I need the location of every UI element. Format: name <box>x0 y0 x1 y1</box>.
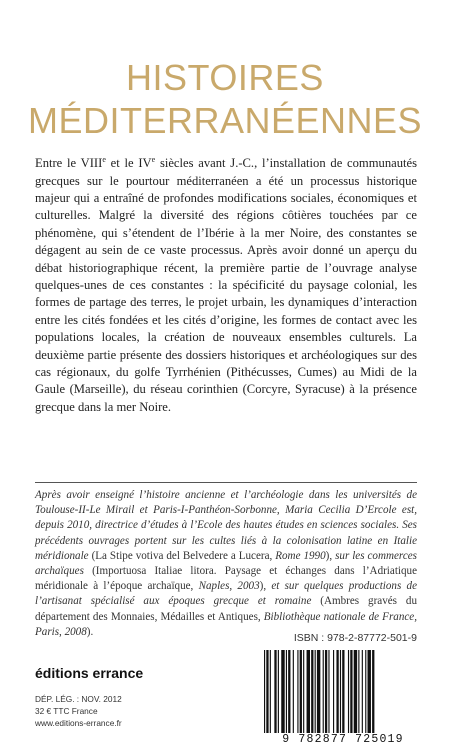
summary-paragraph <box>35 151 417 416</box>
publisher-website: www.editions-errance.fr <box>35 718 122 728</box>
summary-intro-before: Entre le VIII <box>35 156 103 171</box>
bio-part-7: Naples, 2003 <box>198 580 260 593</box>
book-title-line-2: MÉDITERRANÉENNES <box>27 100 423 141</box>
price: 32 € TTC France <box>35 706 98 716</box>
legal-deposit: DÉP. LÉG. : NOV. 2012 <box>35 694 122 704</box>
isbn-number: ISBN : 978-2-87772-501-9 <box>293 632 417 644</box>
bio-part-10: (Ambres gravés du département des Monnaies, Médailles et Antiques, <box>35 595 417 623</box>
barcode-icon <box>258 650 428 746</box>
bio-part-1: Après avoir enseigné l’histoire ancienne et l’archéologie dans les universités de Toulouse-II-Le Mirail et Paris-I-Panthéon-Sorbonne, Maria Cecilia D’Ercole est, depuis 2010, directrice d’études à l’Ecole des hautes études en sciences sociales. Ses précédents ouvrages portent sur les cultes liés à la colonisation latine en Italie méridionale <box>35 489 417 562</box>
section-divider <box>35 482 417 483</box>
summary-intro-after: siècles avant J.-C., l’installation de communautés grecques sur le pourtour méditerranéen a été un processus historique majeur qui a entraîné de profondes modifications sociales, économiques et culturelles. Malgré la diversité des régions côtières touchées par ce phénomène, qui s’étendent de l’Ibérie à la mer Noire, des constantes se dégagent au sein de ce vaste processus. Après avoir donné un aperçu du débat historiographique récent, la première partie de l’ouvrage analyse quelques-unes de ces constantes : la spécificité du paysage colonial, les formes de partage des terres, le projet urbain, les dynamiques d’interaction entre les cités fondées et les cités d’origine, les formes de contact avec les populations locales, la création de nouveaux ensembles culturels. La deuxième partie présente des dossiers historiques et archéologiques sur des cas régionaux, du golfe Tyrrhénien (Pithécusses, Cumes) au Midi de la Gaule (Marseille), du réseau corinthien (Corcyre, Syracuse) à la présence grecque dans la mer Noire. <box>35 156 417 414</box>
legal-info <box>35 693 122 729</box>
bio-part-9: et sur quelques productions de l’artisanat spécialisé aux époques grecque et romaine <box>35 580 418 608</box>
bio-part-8: ), <box>259 580 272 593</box>
publisher-logo: éditions errance <box>35 665 144 681</box>
bio-part-6: (Importuosa Italiae litora. Paysage et échanges dans l’Adriatique méridionale à l’époque archaïque, <box>35 565 417 593</box>
bio-part-11: Bibliothèque nationale de France, Paris, 2008 <box>35 610 417 638</box>
author-bio <box>35 488 417 640</box>
bio-part-2: (La Stipe votiva del Belvedere a Lucera, <box>88 549 276 562</box>
bio-part-12: ). <box>86 625 94 638</box>
century-superscript-1: e <box>102 155 106 164</box>
century-superscript-2: e <box>151 155 156 164</box>
bio-part-3: Rome 1990 <box>275 549 326 562</box>
bio-part-4: ), <box>325 549 336 562</box>
book-title-line-1: HISTOIRES <box>126 57 324 98</box>
summary-intro-mid: et le IV <box>105 156 152 171</box>
barcode-digits: 9 782877 725019 <box>258 733 428 746</box>
bio-part-5: sur les commerces archaïques <box>35 549 417 578</box>
